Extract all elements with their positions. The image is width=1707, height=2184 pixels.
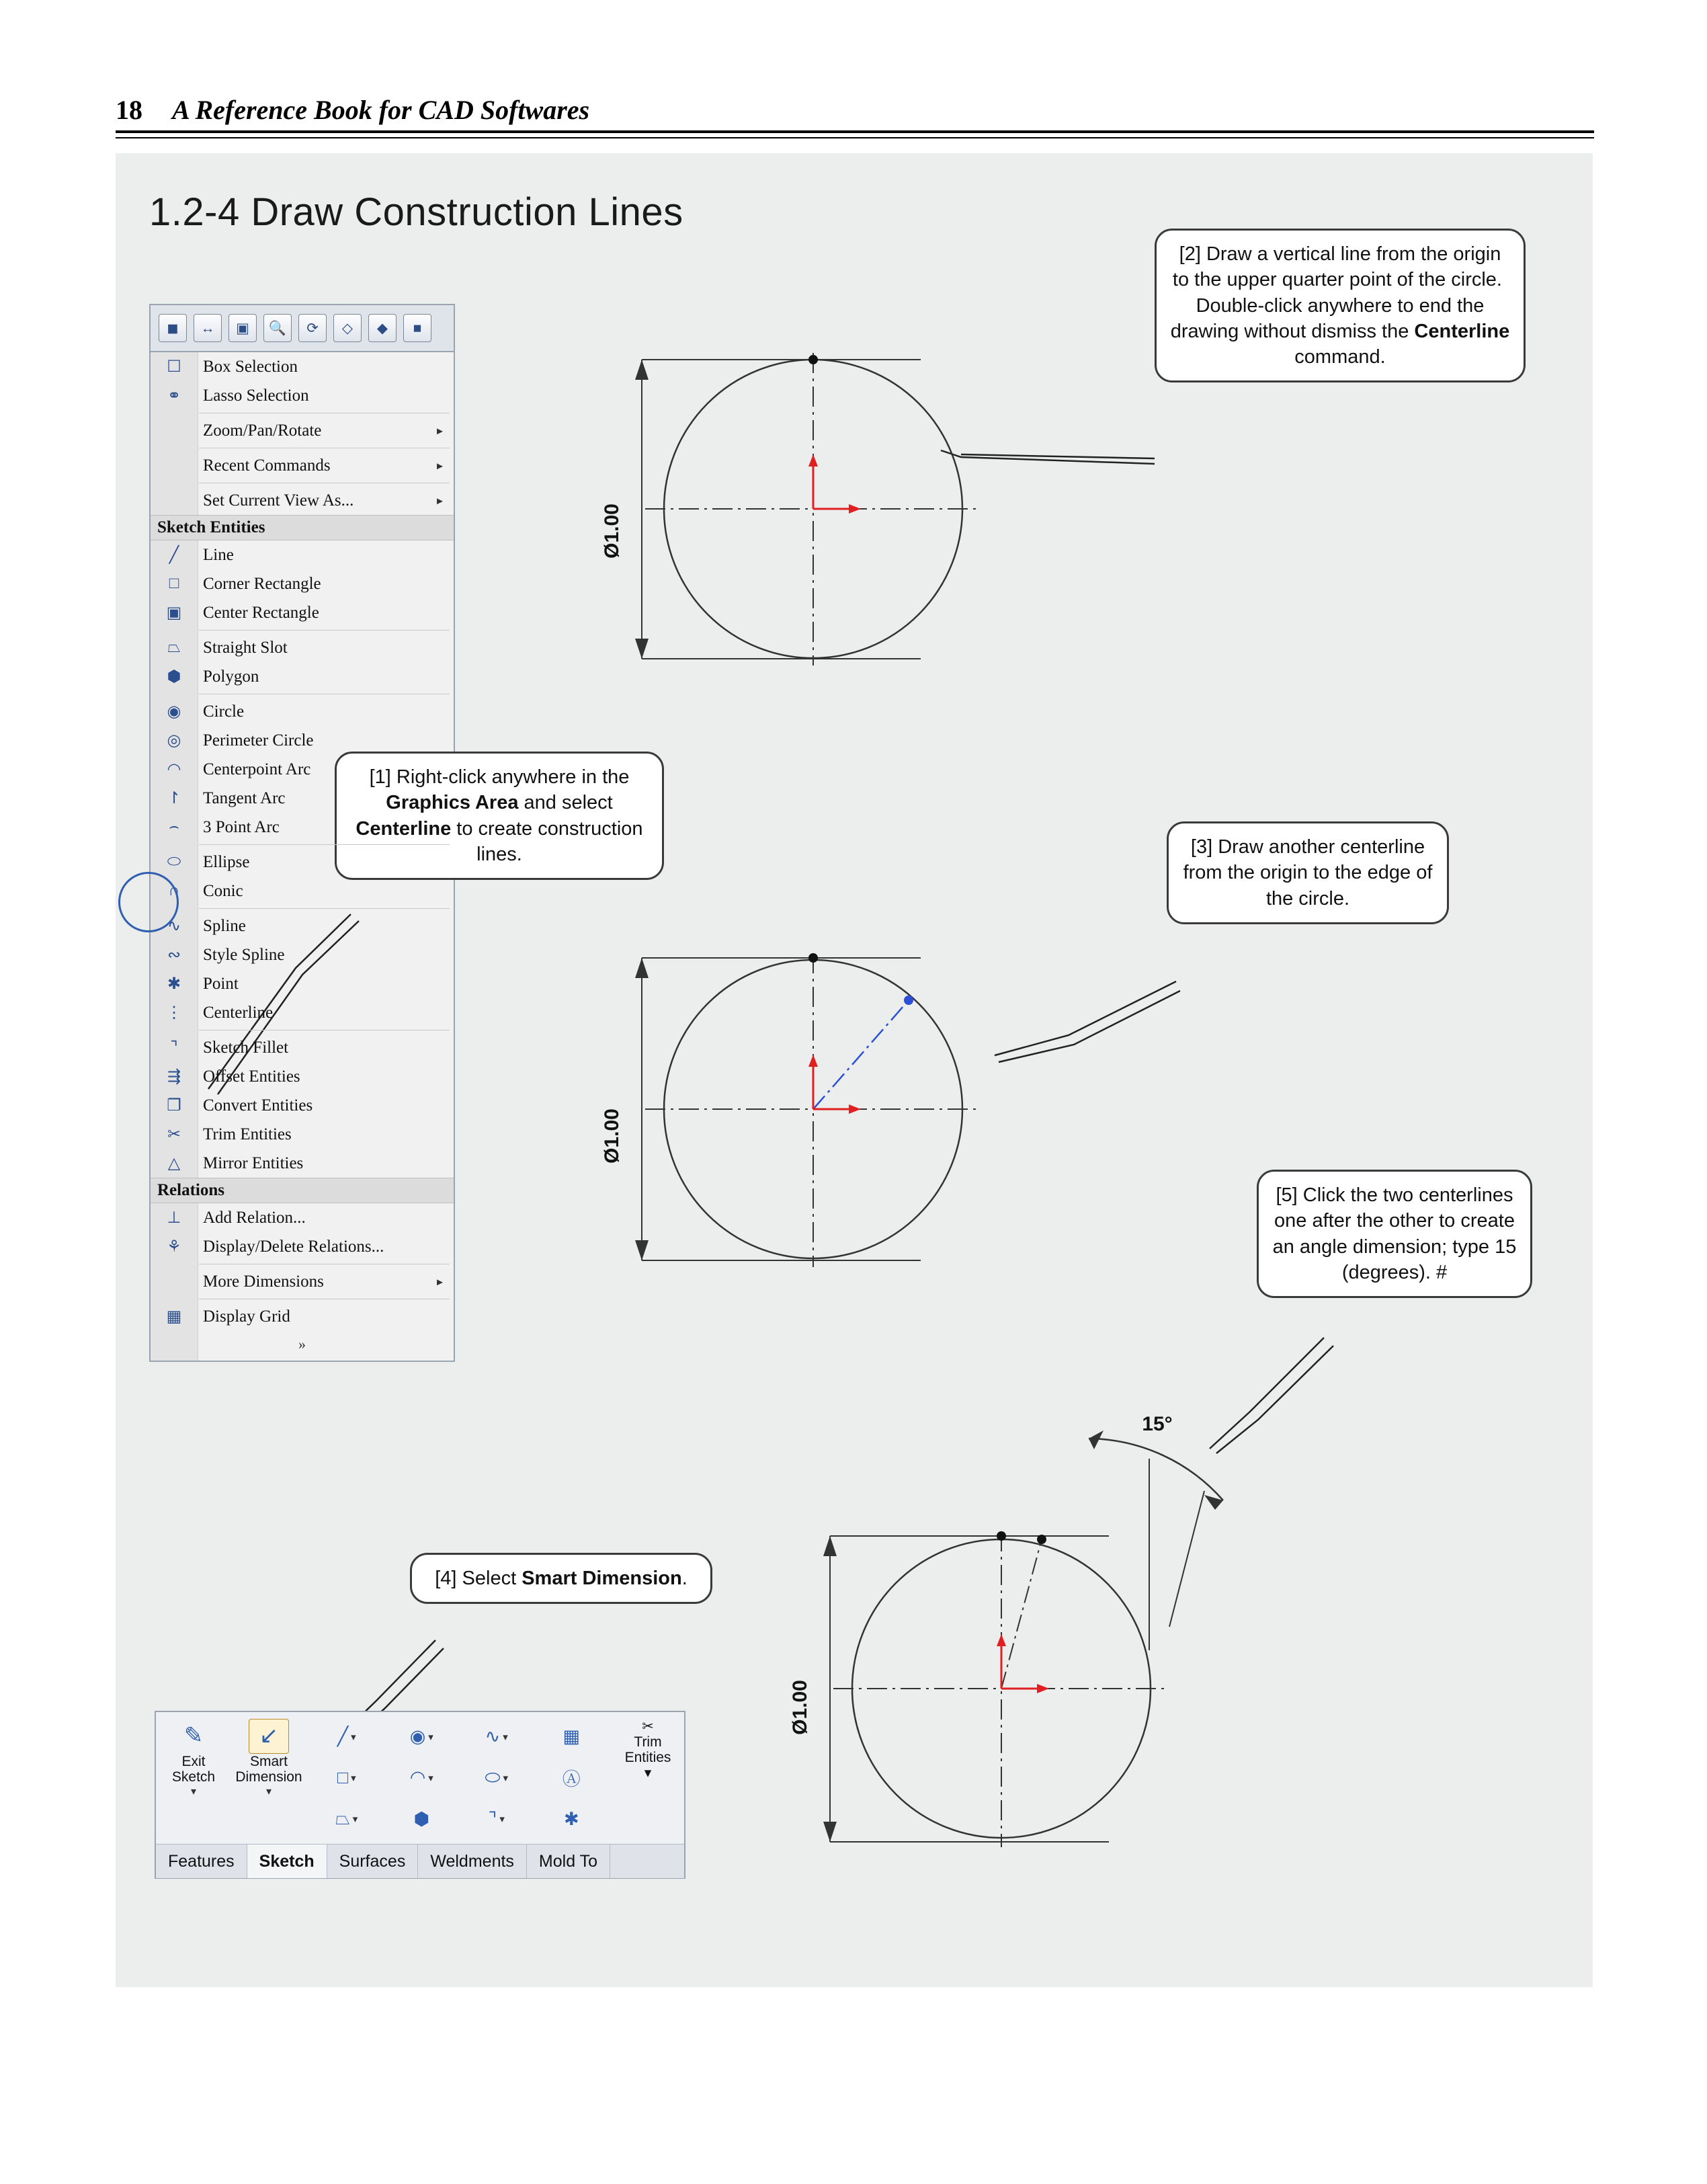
menu-item-label: Perimeter Circle xyxy=(203,731,314,750)
surface-icon[interactable]: ▦ xyxy=(563,1726,580,1747)
figure-section-title: 1.2-4 Draw Construction Lines xyxy=(149,190,683,234)
menu-group-sketch-entities: Sketch Entities xyxy=(151,515,454,540)
drawing-circle-3 xyxy=(789,1412,1358,1949)
menu-item-label: Zoom/Pan/Rotate xyxy=(203,421,322,440)
menu-item-straight-slot[interactable] xyxy=(151,633,454,662)
trim-label-2: Entities xyxy=(624,1750,671,1766)
chevron-down-icon[interactable]: ▾ xyxy=(190,1786,197,1798)
menu-item-centerline[interactable] xyxy=(151,998,454,1027)
perimeter-circle-icon: ◎ xyxy=(167,732,181,750)
zoom-icon[interactable]: 🔍 xyxy=(263,314,292,342)
tab-sketch[interactable]: Sketch xyxy=(247,1845,327,1878)
menu-separator xyxy=(199,630,450,631)
menu-item-label: Polygon xyxy=(203,667,259,686)
chevron-down-icon[interactable]: ▾ xyxy=(644,1765,652,1781)
menu-item-conic[interactable] xyxy=(151,877,454,905)
menu-item-convert-entities[interactable] xyxy=(151,1091,454,1120)
tangent-arc-icon: ↾ xyxy=(167,790,181,807)
text-icon[interactable]: Ⓐ xyxy=(562,1769,581,1790)
menu-item-polygon[interactable] xyxy=(151,662,454,691)
menu-item-label: Display/Delete Relations... xyxy=(203,1237,384,1256)
menu-item-label: Conic xyxy=(203,881,243,900)
context-menu[interactable] xyxy=(149,304,455,1362)
point-icon[interactable]: ✱ xyxy=(563,1808,579,1829)
ellipse-icon[interactable]: ⬭ ▾ xyxy=(485,1767,509,1787)
menu-item-label: Center Rectangle xyxy=(203,603,319,622)
sketch-icon[interactable]: ▣ xyxy=(228,314,257,342)
straight-slot-icon: ⏢ xyxy=(167,639,181,656)
spline-icon: ∿ xyxy=(167,918,181,935)
menu-item-center-rectangle[interactable] xyxy=(151,598,454,627)
smart-dimension-icon[interactable]: ↔ xyxy=(194,314,222,342)
menu-expand-button[interactable]: » xyxy=(298,1336,306,1352)
smart-dimension-label-2: Dimension xyxy=(235,1769,302,1785)
style-spline-icon: ∾ xyxy=(167,946,181,964)
add-relation-icon: ⊥ xyxy=(167,1209,181,1227)
menu-item-label: Box Selection xyxy=(203,357,298,376)
corner-rectangle-icon: □ xyxy=(169,575,179,592)
circle-icon: ◉ xyxy=(167,703,181,721)
menu-item-label: Corner Rectangle xyxy=(203,574,321,593)
menu-item-more-dimensions[interactable] xyxy=(151,1267,454,1296)
menu-item-sketch-fillet[interactable] xyxy=(151,1033,454,1062)
display-icon[interactable]: ◇ xyxy=(333,314,362,342)
menu-item-trim-entities[interactable] xyxy=(151,1120,454,1149)
sketch-entities-grid[interactable] xyxy=(306,1712,612,1844)
menu-item-set-current-view-as[interactable] xyxy=(151,486,454,515)
tab-features[interactable]: Features xyxy=(156,1845,247,1878)
menu-item-label: Point xyxy=(203,974,239,993)
svg-text:Ø1.00: Ø1.00 xyxy=(789,1680,811,1735)
menu-item-lasso-selection[interactable] xyxy=(151,381,454,410)
menu-item-label: Circle xyxy=(203,702,245,721)
context-menu-toolbar[interactable] xyxy=(149,304,455,352)
conic-icon: ∩ xyxy=(168,882,180,899)
menu-item-label: Trim Entities xyxy=(203,1125,292,1143)
tab-weldments[interactable]: Weldments xyxy=(418,1845,527,1878)
menu-item-label: 3 Point Arc xyxy=(203,817,280,836)
menu-item-point[interactable] xyxy=(151,969,454,998)
appearance-icon[interactable]: ■ xyxy=(403,314,431,342)
select-icon[interactable]: ◼ xyxy=(159,314,187,342)
callout-4: [4] Select Smart Dimension. xyxy=(410,1553,712,1604)
menu-item-label: Recent Commands xyxy=(203,456,331,475)
spline-icon[interactable]: ∿ ▾ xyxy=(485,1726,508,1747)
centerpoint-arc-icon: ◠ xyxy=(167,761,181,778)
trim-entities-button[interactable] xyxy=(612,1712,684,1844)
menu-item-tangent-arc[interactable] xyxy=(151,784,454,813)
fillet-icon[interactable]: ⌝ ▾ xyxy=(488,1808,505,1829)
ribbon-tabs[interactable] xyxy=(156,1844,684,1878)
tab-mold-tools[interactable]: Mold To xyxy=(527,1845,610,1878)
ribbon-commands xyxy=(156,1712,684,1844)
menu-item-perimeter-circle[interactable] xyxy=(151,726,454,755)
menu-item-label: Convert Entities xyxy=(203,1096,313,1115)
ellipse-icon: ⬭ xyxy=(167,853,181,871)
exit-sketch-label-2: Sketch xyxy=(171,1769,216,1785)
chevron-right-icon: ▸ xyxy=(436,1275,443,1288)
exit-sketch-button[interactable] xyxy=(156,1712,231,1844)
rotate-icon[interactable]: ⟳ xyxy=(298,314,327,342)
menu-item-spline[interactable] xyxy=(151,912,454,940)
running-head xyxy=(116,94,1594,126)
convert-entities-icon: ❐ xyxy=(167,1097,181,1115)
menu-item-label: Offset Entities xyxy=(203,1067,300,1086)
point-icon: ✱ xyxy=(167,975,181,993)
trim-entities-icon: ✂ xyxy=(167,1126,181,1143)
menu-item-label: Display Grid xyxy=(203,1307,290,1326)
exit-sketch-icon: ✎ xyxy=(183,1723,204,1749)
svg-text:15°: 15° xyxy=(1142,1413,1173,1435)
menu-item-label: Style Spline xyxy=(203,945,285,964)
chevron-down-icon[interactable]: ▾ xyxy=(265,1786,272,1798)
trim-entities-icon: ✂ xyxy=(642,1719,654,1734)
callout-1: [1] Right-click anywhere in the Graphics Area and select Centerline to create construction lines. xyxy=(335,752,664,880)
sketch-fillet-icon: ⌝ xyxy=(170,1039,178,1057)
offset-entities-icon: ⇶ xyxy=(167,1068,181,1086)
smart-dimension-button[interactable] xyxy=(231,1712,306,1844)
display-delete-relations-icon: ⚘ xyxy=(167,1238,181,1256)
slot-icon[interactable]: ⏢ ▾ xyxy=(335,1808,358,1829)
corner-rectangle-icon[interactable]: □ ▾ xyxy=(337,1767,356,1788)
centerline-icon: ⋮ xyxy=(166,1004,182,1022)
three-point-arc-icon: ⌢ xyxy=(169,818,179,836)
polygon-icon[interactable]: ⬢ xyxy=(413,1808,430,1829)
menu-item-ellipse[interactable] xyxy=(151,848,454,877)
menu-separator xyxy=(199,908,450,909)
menu-item-label: Lasso Selection xyxy=(203,386,309,405)
menu-item-zoom-pan-rotate[interactable] xyxy=(151,416,454,445)
menu-item-add-relation[interactable] xyxy=(151,1203,454,1232)
chevron-right-icon: ▸ xyxy=(436,493,443,507)
menu-item-label: Set Current View As... xyxy=(203,491,354,510)
circle-icon[interactable]: ◉ ▾ xyxy=(409,1726,433,1747)
menu-item-label: Line xyxy=(203,545,234,564)
menu-item-style-spline[interactable] xyxy=(151,940,454,969)
chevron-right-icon: ▸ xyxy=(436,458,443,472)
menu-item-centerpoint-arc[interactable] xyxy=(151,755,454,784)
menu-item-3-point-arc[interactable] xyxy=(151,813,454,842)
menu-item-offset-entities[interactable] xyxy=(151,1062,454,1091)
line-icon: ╱ xyxy=(169,547,179,564)
menu-item-label: Sketch Fillet xyxy=(203,1038,289,1057)
menu-item-label: Centerpoint Arc xyxy=(203,760,311,778)
svg-text:Ø1.00: Ø1.00 xyxy=(601,1108,623,1164)
header-rule-thin xyxy=(116,137,1594,138)
chevron-right-icon: ▸ xyxy=(436,423,443,437)
center-rectangle-icon: ▣ xyxy=(166,604,182,622)
callout-5: [5] Click the two centerlines one after the other to create an angle dimension; type 15 (degrees). # xyxy=(1257,1170,1532,1298)
exit-sketch-label-1: Exit xyxy=(181,1754,206,1769)
menu-item-mirror-entities[interactable] xyxy=(151,1149,454,1178)
callout-2: [2] Draw a vertical line from the origin to the upper quarter point of the circle. Double-click anywhere to end the drawing without dismiss the Centerline command. xyxy=(1155,229,1526,382)
menu-item-display-delete-relations[interactable] xyxy=(151,1232,454,1261)
box-selection-icon: ☐ xyxy=(167,358,181,376)
book-title: A Reference Book for CAD Softwares xyxy=(172,95,590,125)
centerline-highlight-circle xyxy=(118,872,179,932)
tab-surfaces[interactable]: Surfaces xyxy=(327,1845,419,1878)
context-menu-body[interactable] xyxy=(149,352,455,1362)
smart-dimension-label-1: Smart xyxy=(249,1754,288,1769)
menu-separator xyxy=(199,844,450,845)
menu-item-label: Add Relation... xyxy=(203,1208,306,1227)
menu-item-label: More Dimensions xyxy=(203,1272,324,1291)
drawing-circle-1 xyxy=(601,329,1116,699)
shaded-icon[interactable]: ◆ xyxy=(368,314,397,342)
menu-item-line[interactable] xyxy=(151,540,454,569)
menu-item-label: Straight Slot xyxy=(203,638,288,657)
lasso-selection-icon: ⚭ xyxy=(167,387,181,405)
svg-text:Ø1.00: Ø1.00 xyxy=(601,503,623,559)
centerpoint-arc-icon[interactable]: ◠ ▾ xyxy=(409,1767,433,1788)
sketch-ribbon[interactable] xyxy=(155,1711,685,1879)
line-icon[interactable]: ╱ ▾ xyxy=(337,1726,356,1747)
menu-item-label: Centerline xyxy=(203,1003,274,1022)
menu-item-label: Mirror Entities xyxy=(203,1154,304,1172)
menu-item-recent-commands[interactable] xyxy=(151,451,454,480)
display-grid-icon: ▦ xyxy=(166,1308,182,1326)
menu-item-corner-rectangle[interactable] xyxy=(151,569,454,598)
drawing-circle-2 xyxy=(601,928,1116,1304)
header-rule-thick xyxy=(116,130,1594,133)
menu-item-label: Ellipse xyxy=(203,852,250,871)
menu-group-relations: Relations xyxy=(151,1178,454,1203)
trim-label-1: Trim xyxy=(634,1734,662,1750)
polygon-icon: ⬢ xyxy=(167,668,181,686)
menu-item-circle[interactable] xyxy=(151,697,454,726)
menu-item-box-selection[interactable] xyxy=(151,352,454,381)
smart-dimension-icon: ↙ xyxy=(249,1719,289,1754)
mirror-entities-icon: △ xyxy=(167,1155,181,1172)
callout-3: [3] Draw another centerline from the origin to the edge of the circle. xyxy=(1167,821,1449,924)
menu-item-label: Tangent Arc xyxy=(203,788,286,807)
page-number: 18 xyxy=(116,95,142,125)
menu-item-display-grid[interactable] xyxy=(151,1302,454,1331)
menu-item-label: Spline xyxy=(203,916,246,935)
